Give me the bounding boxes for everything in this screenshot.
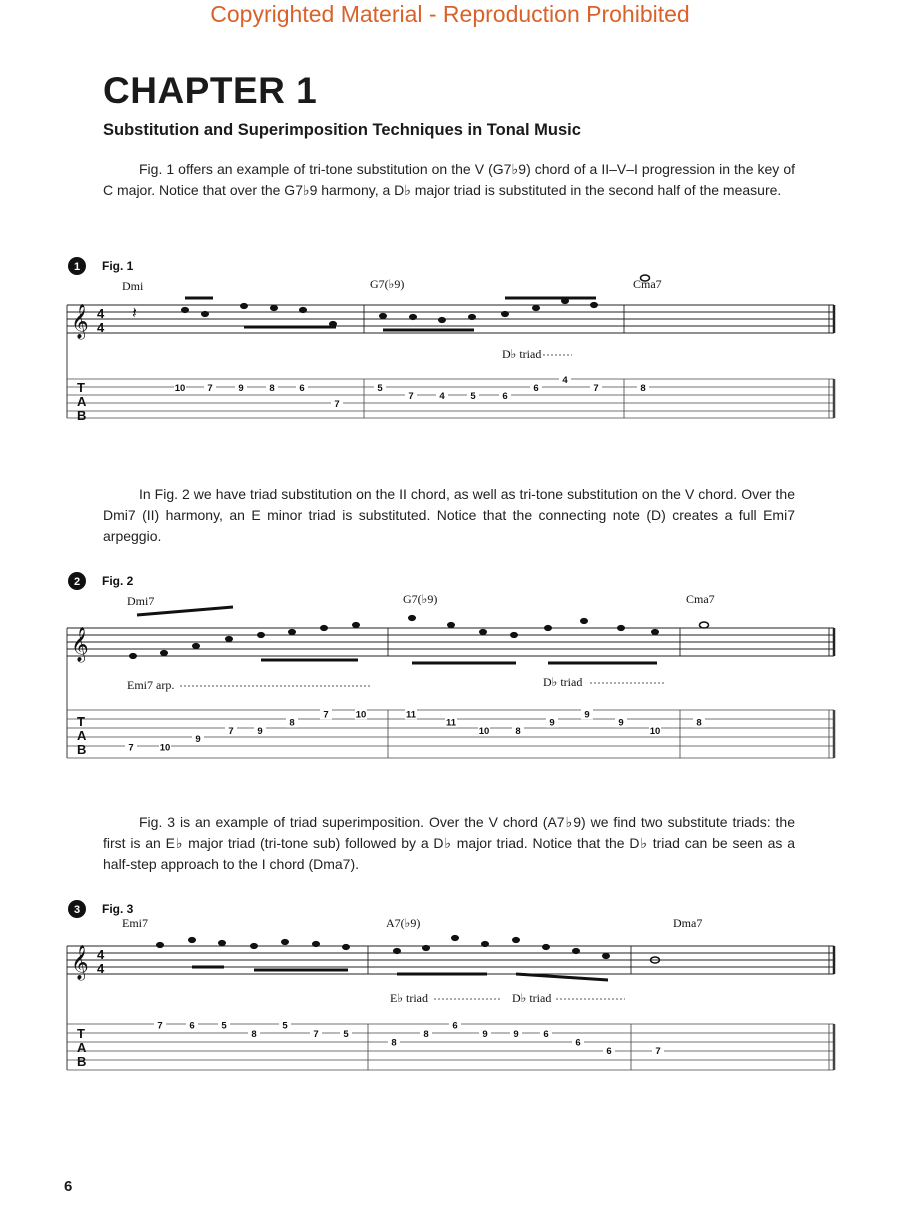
tab-fret-number: 7 [323,709,329,721]
svg-text:A: A [77,728,87,743]
paragraph-fig1: Fig. 1 offers an example of tri-tone substitution on the V (G7♭9) chord of a II–V–I progression in the key of C major. Notice that over the G7♭9 harmony, a D♭ major triad is substituted in the second half of the measure. [103,161,795,198]
figure-number-3: 3 [73,904,81,916]
svg-text:T: T [77,1026,85,1041]
chord-dma7: Dma7 [673,916,703,930]
tab-fret-number: 9 [482,1029,488,1040]
figure-number-2: 2 [73,576,81,588]
annotation-db-triad-2: D♭ triad [543,675,583,689]
figure-3 [0,898,900,1078]
tab-fret-number: 7 [655,1046,661,1057]
tab-fret-number: 7 [157,1020,163,1032]
tab-fret-number: 5 [470,391,476,402]
tab-fret-number: 9 [584,709,590,721]
tab-fret-number: 6 [533,383,539,394]
tab-fret-number: 7 [408,391,414,402]
svg-text:𝄞: 𝄞 [71,945,89,980]
tab-fret-number: 8 [391,1037,397,1049]
tab-fret-number: 6 [502,391,508,402]
tab-fret-number: 5 [282,1020,288,1032]
tab-fret-number: 6 [575,1037,581,1049]
tab-fret-number: 10 [478,725,490,737]
paragraph-fig3: Fig. 3 is an example of triad superimposition. Over the V chord (A7♭9) we find two substitute triads: the first is an E♭ major triad (tri-tone sub) followed by a D♭ major triad. Notice that the D♭ triad can be seen as a half-step approach to the I chord (Dma7). [103,814,795,872]
time-sig-bottom: 4 [97,320,105,335]
tab-fret-number: 6 [189,1020,195,1032]
figure-1-notation [0,250,900,435]
tab-fret-number: 9 [257,725,263,737]
music-staff [67,305,834,418]
svg-text:4: 4 [97,961,105,976]
figure-label-2: Fig. 2 [102,574,134,588]
svg-text:B: B [77,408,87,423]
svg-text:T: T [77,714,85,729]
svg-text:4: 4 [97,947,105,962]
tab-fret-number: 5 [343,1029,349,1040]
tab-fret-number: 7 [207,383,213,394]
tab-fret-number: 7 [313,1029,319,1040]
treble-clef: 𝄞 [71,304,89,339]
figure-label-1: Fig. 1 [102,259,134,273]
chord-g7b9-2: G7(♭9) [403,592,438,606]
tab-fret-number: 9 [238,383,244,394]
tab-fret-number: 7 [228,725,234,737]
svg-text:𝄞: 𝄞 [71,627,89,662]
svg-text:B: B [77,742,87,757]
tab-fret-number: 11 [445,717,457,729]
chord-emi7: Emi7 [122,916,148,930]
quarter-rest: 𝄽 [132,305,137,322]
svg-text:T: T [77,380,85,395]
time-sig-top: 4 [97,306,105,321]
figure-2 [0,568,900,768]
tab-fret-number: 10 [355,709,367,721]
tab-fret-number: 8 [696,717,702,729]
notes-fig1 [182,275,650,330]
annotation-db-triad-3: D♭ triad [512,991,552,1005]
page-number: 6 [64,1178,73,1195]
tab-fret-number: 10 [159,742,171,754]
figure-label-3: Fig. 3 [102,902,134,916]
svg-text:A: A [77,1040,87,1055]
annotation-eb-triad: E♭ triad [390,991,428,1005]
tab-fret-number: 4 [562,375,568,386]
tab-fret-number: 10 [649,725,661,737]
chord-a7b9: A7(♭9) [386,916,421,930]
tab-fret-number: 8 [640,383,646,394]
tab-fret-number: 8 [251,1029,257,1040]
figure-number-1: 1 [73,261,81,273]
chord-dmi: Dmi [122,279,144,293]
tab-fret-number: 4 [439,391,445,402]
annotation-db-triad-1: D♭ triad [502,347,542,361]
tab-fret-number: 9 [618,717,624,729]
chapter-title: CHAPTER 1 [103,70,318,111]
annotation-emi7-arp: Emi7 arp. [127,678,175,692]
svg-text:A: A [77,394,87,409]
tab-fret-number: 9 [195,734,201,746]
tab-fret-number: 7 [334,399,340,410]
tab-fret-number: 10 [174,383,186,394]
tab-fret-number: 6 [606,1046,612,1057]
tab-fret-number: 8 [289,717,295,729]
tab-fret-number: 6 [299,383,305,394]
chord-cma7: Cma7 [633,277,662,291]
tab-fret-number: 8 [423,1029,429,1040]
chord-g7b9: G7(♭9) [370,277,405,291]
svg-text:B: B [77,1054,87,1069]
paragraph-fig2: In Fig. 2 we have triad substitution on the II chord, as well as tri-tone substitution on the V chord. Over the Dmi7 (II) harmony, an E minor triad is substituted. Notice that the connecting note (D) creates a full Emi7 arpeggio. [103,486,795,544]
tab-fret-number: 6 [452,1020,458,1032]
figure-2-notation [0,568,900,768]
section-subtitle: Substitution and Superimposition Techniques in Tonal Music [103,121,581,139]
figure-3-notation [0,898,900,1078]
copyright-watermark: Copyrighted Material - Reproduction Prohibited [210,1,690,27]
chord-dmi7: Dmi7 [127,594,155,608]
tab-fret-number: 7 [593,383,599,394]
tab-fret-number: 6 [543,1029,549,1040]
tab-fret-number: 8 [269,383,275,394]
tab-fret-number: 7 [128,742,134,754]
tab-fret-number: 5 [221,1020,227,1032]
tab-fret-number: 8 [515,725,521,737]
figure-1 [0,250,900,435]
chord-cma7-2: Cma7 [686,592,715,606]
tab-fret-number: 9 [513,1029,519,1040]
tab-fret-number: 11 [405,709,417,721]
tab-fret-number: 9 [549,717,555,729]
tab-fret-number: 5 [377,383,383,394]
